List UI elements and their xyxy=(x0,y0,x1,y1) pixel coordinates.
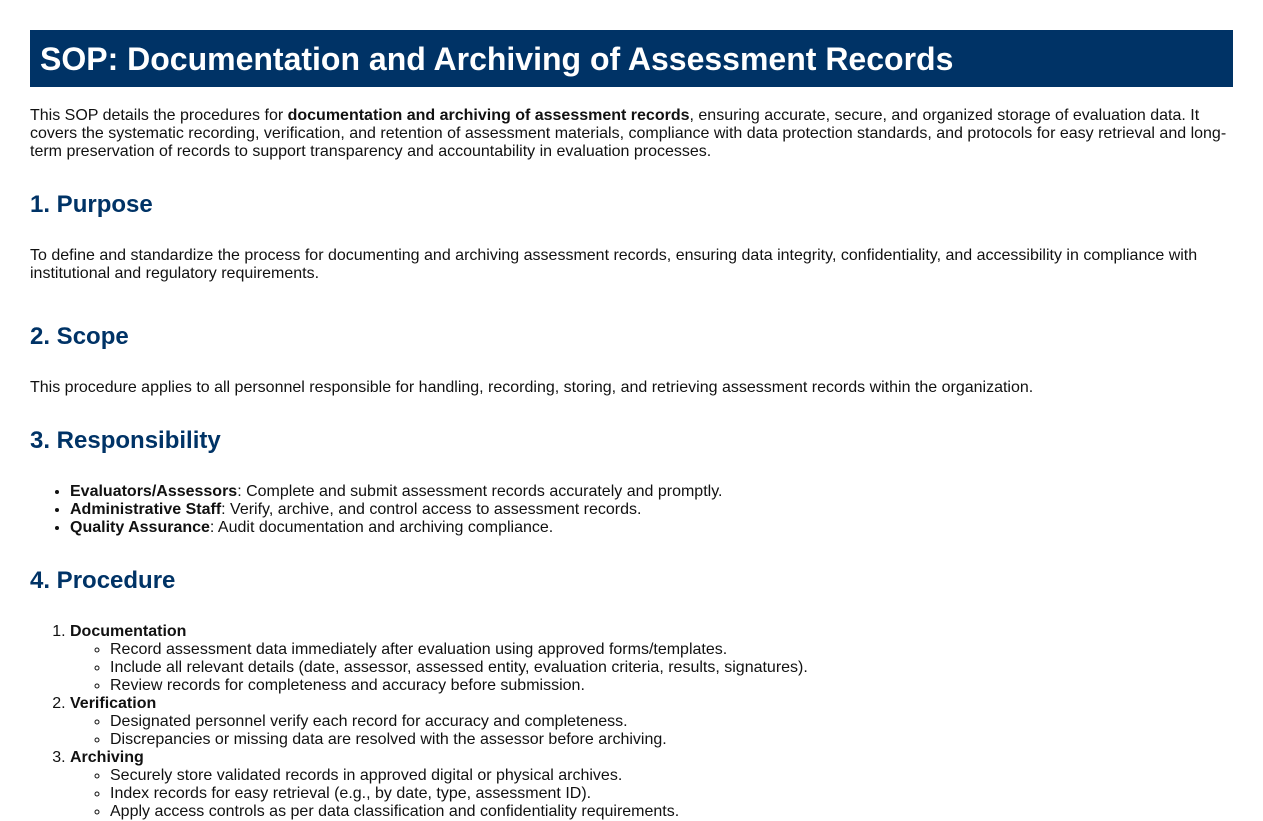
step-title: Archiving xyxy=(70,749,144,766)
list-item: ◦ Discrepancies or missing data are resolved with the assessor before archiving. xyxy=(110,731,1233,749)
scope-heading: 2. Scope xyxy=(30,323,129,350)
intro-paragraph xyxy=(30,107,1233,161)
intro-text-after: , ensuring accurate, secure, and organized storage of evaluation data. It covers the systematic recording, verification, and retention of assessment materials, compliance with data protection standards, and protocols for easy retrieval and long-term preservation of records to support transparency and accountability in evaluation processes. xyxy=(30,107,1227,160)
list-item: ◦ Review records for completeness and accuracy before submission. xyxy=(110,677,1233,695)
title-banner xyxy=(30,30,1233,87)
scope-section xyxy=(30,323,1233,397)
step-title: Verification xyxy=(70,695,157,712)
role-description: : Complete and submit assessment records accurately and promptly. xyxy=(237,483,723,500)
list-item: ◦ Apply access controls as per data classification and confidentiality requirements. xyxy=(110,803,1233,821)
intro-text-bold: documentation and archiving of assessment records xyxy=(287,107,690,124)
scope-text: This procedure applies to all personnel responsible for handling, recording, storing, and retrieving assessment records within the organization. xyxy=(30,379,1034,396)
procedure-step xyxy=(70,749,1233,821)
role-description: : Audit documentation and archiving compliance. xyxy=(209,519,554,536)
purpose-heading: 1. Purpose xyxy=(30,191,153,218)
responsibility-heading: 3. Responsibility xyxy=(30,427,221,454)
role-name: Administrative Staff xyxy=(70,501,222,518)
role-name: Evaluators/Assessors xyxy=(70,483,238,500)
list-item: ◦ Securely store validated records in approved digital or physical archives. xyxy=(110,767,1233,785)
intro-text-before: This SOP details the procedures for xyxy=(30,107,288,124)
procedure-section xyxy=(30,567,1233,821)
list-item xyxy=(70,501,1233,519)
procedure-heading: 4. Procedure xyxy=(30,567,176,594)
purpose-section xyxy=(30,191,1233,283)
step-items xyxy=(70,767,1233,821)
list-item: ◦ Include all relevant details (date, assessor, assessed entity, evaluation criteria, results, signatures). xyxy=(110,659,1233,677)
list-item xyxy=(70,483,1233,501)
responsibility-list xyxy=(30,483,1233,537)
role-name: Quality Assurance xyxy=(70,519,210,536)
role-description: : Verify, archive, and control access to assessment records. xyxy=(221,501,642,518)
document-page xyxy=(30,30,1233,821)
procedure-steps xyxy=(30,623,1233,821)
page-title: SOP: Documentation and Archiving of Assessment Records xyxy=(40,40,954,77)
procedure-step xyxy=(70,695,1233,749)
procedure-step xyxy=(70,623,1233,695)
list-item xyxy=(70,519,1233,537)
step-title: Documentation xyxy=(70,623,187,640)
purpose-text: To define and standardize the process for documenting and archiving assessment records, ensuring data integrity, confidentiality, and accessibility in compliance with institutional and regulatory requirements. xyxy=(30,247,1198,282)
list-item: ◦ Index records for easy retrieval (e.g., by date, type, assessment ID). xyxy=(110,785,1233,803)
list-item: ◦ Record assessment data immediately after evaluation using approved forms/templates. xyxy=(110,641,1233,659)
list-item: ◦ Designated personnel verify each record for accuracy and completeness. xyxy=(110,713,1233,731)
step-items xyxy=(70,713,1233,749)
step-items xyxy=(70,641,1233,695)
responsibility-section xyxy=(30,427,1233,537)
